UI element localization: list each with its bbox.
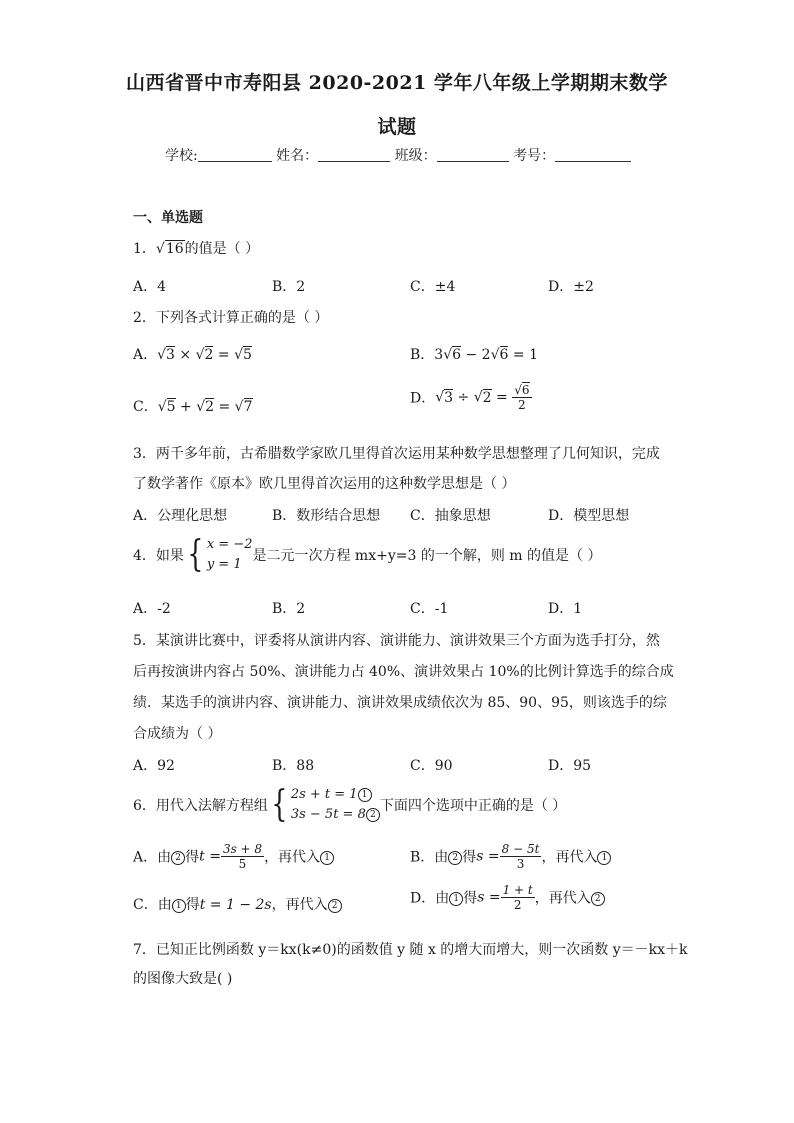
- equation-system: x = −2 y = 1: [206, 537, 253, 572]
- q3-option-b: B．数形结合思想: [272, 508, 381, 524]
- id-blank: [555, 147, 631, 162]
- class-blank: [437, 147, 509, 162]
- q4-option-d: D．1: [548, 601, 583, 617]
- left-brace: {: [187, 534, 204, 575]
- name-blank: [318, 147, 390, 162]
- q5-option-d: D．95: [548, 758, 592, 774]
- id-label: 考号：: [513, 148, 556, 164]
- school-blank: [198, 147, 272, 162]
- q2-option-d: D．√3 ÷ √2 = $\frac{√6}{2}$: [410, 383, 530, 412]
- q4-option-c: C．-1: [410, 601, 449, 617]
- fraction: $\frac{√6}{2}$: [514, 383, 530, 412]
- student-info-row: [165, 145, 631, 165]
- q5-option-a: A．92: [133, 758, 175, 774]
- page-title: 山西省晋中市寿阳县 2020-2021 学年八年级上学期期末数学: [126, 72, 668, 94]
- question-3-line-2: 了数学著作《原本》欧几里得首次运用的这种数学思想是（ ）: [133, 476, 516, 492]
- q3-option-c: C．抽象思想: [410, 508, 491, 524]
- class-label: 班级：: [394, 148, 437, 164]
- question-5-line-3: 绩．某选手的演讲内容、演讲能力、演讲效果成绩依次为 85、90、95，则该选手的综: [133, 695, 667, 711]
- q4-option-b: B．2: [272, 601, 306, 617]
- q3-option-d: D．模型思想: [548, 508, 630, 524]
- q4-option-a: A．-2: [133, 601, 171, 617]
- q2-option-c: C．√5 + √2 = √7: [133, 399, 253, 415]
- question-2-stem: 2．下列各式计算正确的是（ ）: [133, 310, 329, 326]
- q1-option-a: A．4: [133, 279, 167, 295]
- left-brace: {: [271, 784, 288, 825]
- q6-option-c: C．由 1 得t = 1 − 2s，再代入 2: [133, 894, 342, 914]
- equation-system: 2s + t = 1 1 3s − 5t = 8 2: [291, 785, 380, 825]
- q6-option-a: A．由 2 得t = $\frac{3s + 8}{5}$ ，再代入 1: [133, 842, 334, 871]
- question-3-line-1: 3．两千多年前，古希腊数学家欧几里得首次运用某种数学思想整理了几何知识，完成: [133, 446, 660, 462]
- question-1-stem: [133, 238, 259, 258]
- q1-option-c: C．±4: [410, 279, 456, 295]
- q1-suffix: 的值是（ ）: [184, 241, 260, 257]
- question-4-stem: 4．如果{ x = −2 y = 1 是二元一次方程 mx+y=3 的一个解，则 m 的值是（ ）: [133, 534, 602, 575]
- question-5-line-4: 合成绩为（ ）: [133, 726, 222, 742]
- q6-option-d: D．由 1 得s = $\frac{1 + t}{2}$ ，再代入 2: [410, 883, 605, 912]
- page-title-continued: 试题: [377, 116, 417, 138]
- q6-option-b: B．由 2 得s = $\frac{8 - 5t}{3}$ ，再代入 1: [410, 842, 611, 871]
- q1-number: 1．: [133, 241, 156, 257]
- q1-option-d: D．±2: [548, 279, 594, 295]
- q5-option-b: B．88: [272, 758, 315, 774]
- question-7-line-1: 7．已知正比例函数 y＝kx(k≠0)的函数值 y 随 x 的增大而增大，则一次函数 y＝－kx＋k: [133, 942, 688, 958]
- question-6-stem: 6．用代入法解方程组{ 2s + t = 1 1 3s − 5t = 8 2 下面四个选项中正确的是（ ）: [133, 784, 567, 825]
- q2-option-b: B．3√6 − 2√6 = 1: [410, 347, 538, 363]
- q5-option-c: C．90: [410, 758, 453, 774]
- sqrt-expression: √16: [155, 241, 184, 257]
- radicand: 16: [165, 241, 184, 257]
- question-5-line-2: 后再按演讲内容占 50%、演讲能力占 40%、演讲效果占 10%的比例计算选手的综合成: [133, 664, 674, 680]
- q2-option-a: A．√3 × √2 = √5: [133, 347, 252, 363]
- name-label: 姓名：: [276, 148, 319, 164]
- school-label: 学校:: [165, 148, 198, 164]
- question-7-line-2: 的图像大致是( ): [133, 971, 233, 987]
- q3-option-a: A．公理化思想: [133, 508, 228, 524]
- section-heading: 一、单选题: [133, 210, 203, 226]
- question-5-line-1: 5．某演讲比赛中，评委将从演讲内容、演讲能力、演讲效果三个方面为选手打分，然: [133, 633, 660, 649]
- q1-option-b: B．2: [272, 279, 306, 295]
